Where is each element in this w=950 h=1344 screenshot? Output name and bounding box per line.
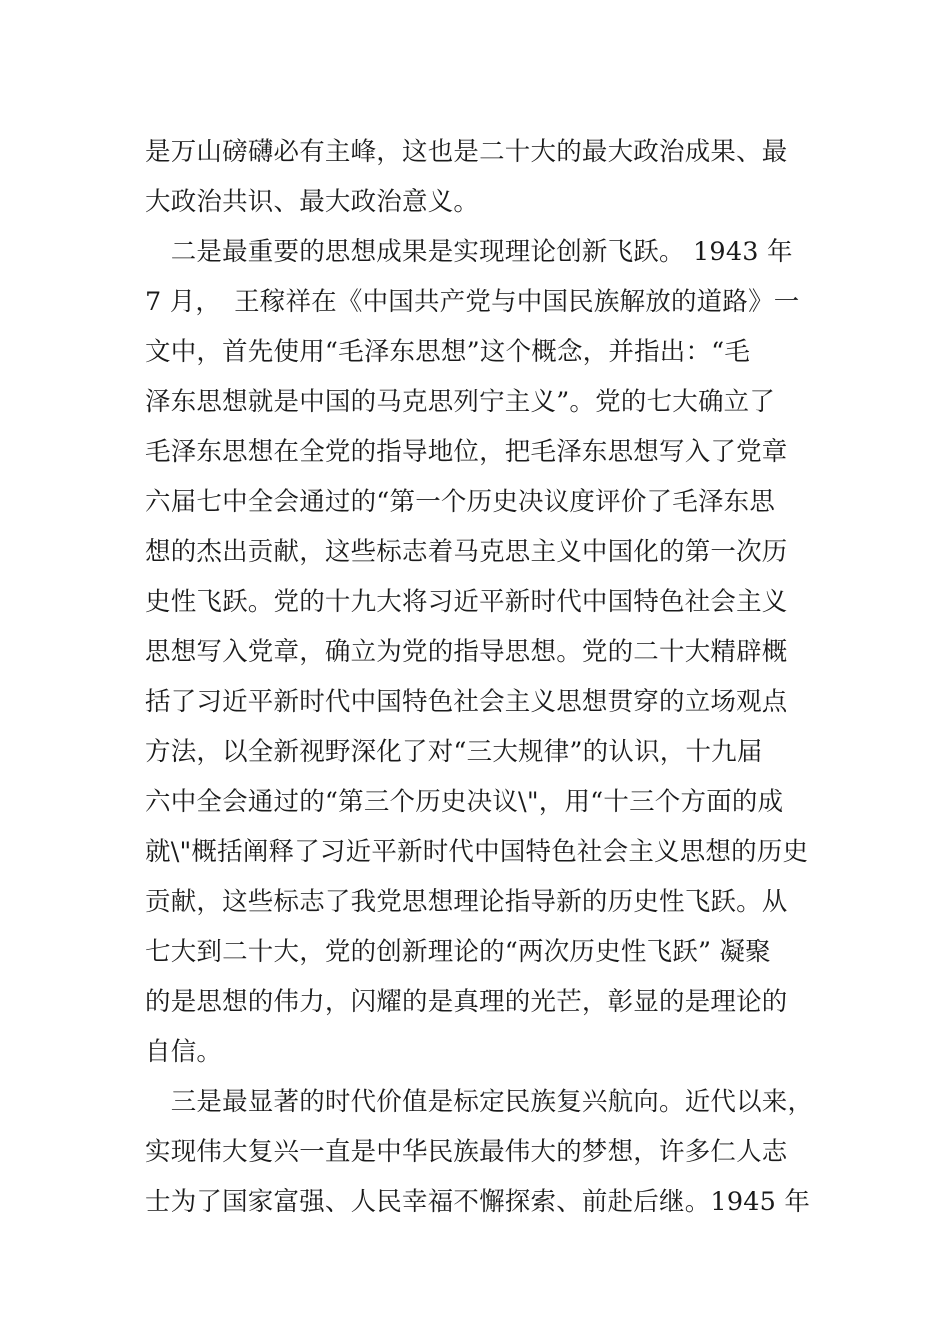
text-line-13: 方法，以全新视野深化了对“三大规律”的认识，十九届 [145, 737, 763, 767]
text-line-5: 文中，首先使用“毛泽东思想”这个概念，并指出：“毛 [145, 337, 751, 367]
text-line-4: 7 月， 王稼祥在《中国共产党与中国民族解放的道路》一 [145, 287, 800, 317]
text-line-1: 是万山磅礴必有主峰，这也是二十大的最大政治成果、最 [145, 137, 788, 167]
text-line-14: 六中全会通过的“第三个历史决议\"，用“十三个方面的成 [145, 787, 784, 817]
text-line-12: 括了习近平新时代中国特色社会主义思想贯穿的立场观点 [145, 687, 788, 717]
text-line-6: 泽东思想就是中国的马克思列宁主义”。党的七大确立了 [145, 387, 776, 417]
text-line-2: 大政治共识、最大政治意义。 [145, 187, 480, 217]
text-line-9: 想的杰出贡献，这些标志着马克思主义中国化的第一次历 [145, 537, 788, 567]
text-line-7: 毛泽东思想在全党的指导地位，把毛泽东思想写入了党章 [145, 437, 788, 467]
text-line-22: 士为了国家富强、人民幸福不懈探索、前赴后继。1945 年 [145, 1187, 811, 1217]
text-line-10: 史性飞跃。党的十九大将习近平新时代中国特色社会主义 [145, 587, 788, 617]
text-line-21: 实现伟大复兴一直是中华民族最伟大的梦想，许多仁人志 [145, 1137, 788, 1167]
text-line-20: 三是最显著的时代价值是标定民族复兴航向。近代以来， [145, 1087, 814, 1117]
text-line-15: 就\"概括阐释了习近平新时代中国特色社会主义思想的历史 [145, 837, 809, 867]
text-line-11: 思想写入党章，确立为党的指导思想。党的二十大精辟概 [145, 637, 788, 667]
text-line-3: 二是最重要的思想成果是实现理论创新飞跃。 1943 年 [145, 237, 793, 267]
text-line-18: 的是思想的伟力，闪耀的是真理的光芒，彰显的是理论的 [145, 987, 788, 1017]
text-line-16: 贡献，这些标志了我党思想理论指导新的历史性飞跃。从 [145, 887, 788, 917]
text-line-8: 六届七中全会通过的“第一个历史决议度评价了毛泽东思 [145, 487, 776, 517]
text-line-17: 七大到二十大，党的创新理论的“两次历史性飞跃” 凝聚 [145, 937, 771, 967]
text-line-19: 自信。 [145, 1037, 223, 1067]
